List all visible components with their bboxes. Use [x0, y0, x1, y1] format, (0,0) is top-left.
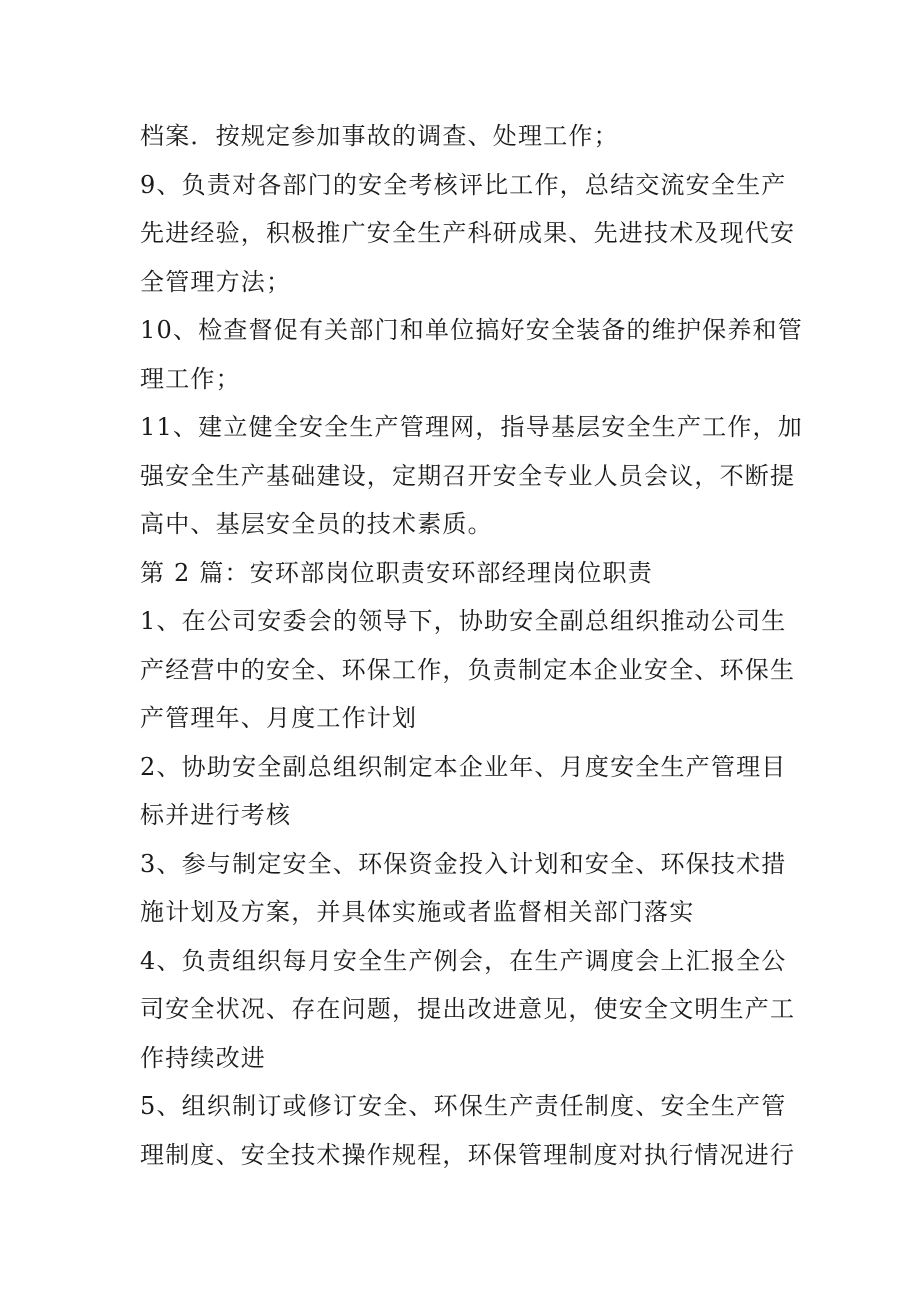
text-line: 9、负责对各部门的安全考核评比工作，总结交流安全生产: [140, 170, 787, 199]
text-line: 作持续改进: [140, 1043, 266, 1072]
section-heading: 第 2 篇：安环部岗位职责安环部经理岗位职责: [140, 558, 653, 587]
text-line: 强安全生产基础建设，定期召开安全专业人员会议，不断提: [140, 461, 796, 490]
text-line: 产管理年、月度工作计划: [140, 704, 418, 732]
text-line: 1、在公司安委会的领导下，协助安全副总组织推动公司生: [140, 607, 787, 635]
text-line: 全管理方法；: [140, 267, 292, 296]
text-line: 理工作；: [140, 364, 241, 393]
text-line: 4、负责组织每月安全生产例会，在生产调度会上汇报全公: [140, 946, 787, 975]
text-line: 司安全状况、存在问题，提出改进意见，使安全文明生产工: [140, 995, 796, 1023]
text-line: 先进经验，积极推广安全生产科研成果、先进技术及现代安: [140, 219, 796, 247]
text-line: 标并进行考核: [140, 801, 292, 829]
text-line: 理制度、安全技术操作规程，环保管理制度对执行情况进行: [140, 1140, 796, 1169]
text-line: 施计划及方案，并具体实施或者监督相关部门落实: [140, 898, 695, 926]
text-line: 10、检查督促有关部门和单位搞好安全装备的维护保养和管: [140, 316, 803, 344]
text-line: 3、参与制定安全、环保资金投入计划和安全、环保技术措: [140, 849, 787, 878]
document-body: [140, 112, 803, 1179]
text-line: 高中、基层安全员的技术素质。: [140, 510, 493, 538]
text-line: 5、组织制订或修订安全、环保生产责任制度、安全生产管: [140, 1092, 787, 1120]
text-line: 档案．按规定参加事故的调查、处理工作；: [140, 122, 619, 150]
text-line: 产经营中的安全、环保工作，负责制定本企业安全、环保生: [140, 655, 796, 684]
text-line: 11、建立健全安全生产管理网，指导基层安全生产工作，加: [140, 413, 803, 441]
text-line: 2、协助安全副总组织制定本企业年、月度安全生产管理目: [140, 752, 787, 781]
